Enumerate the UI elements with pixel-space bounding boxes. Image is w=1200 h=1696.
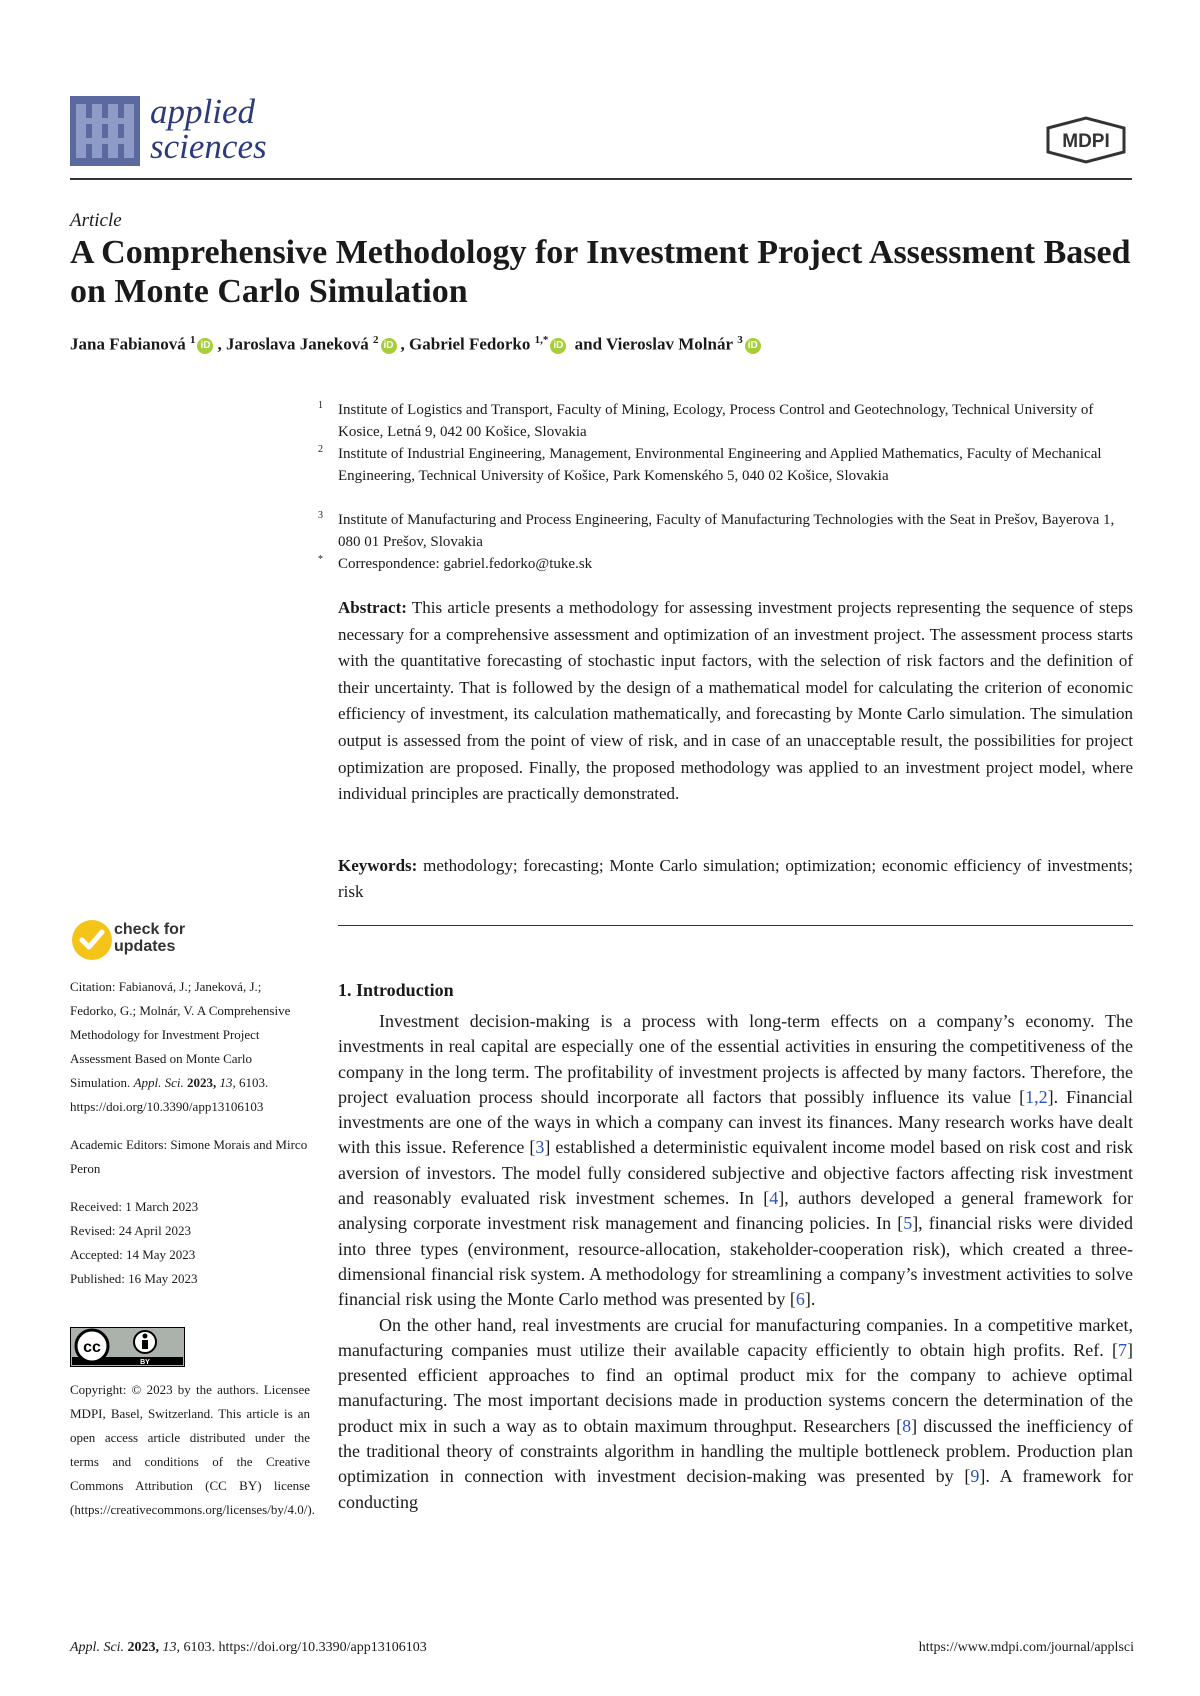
author-list — [70, 334, 765, 355]
footer-doi[interactable]: 6103. https://doi.org/10.3390/app13106103 — [183, 1640, 427, 1655]
footer-journal-url[interactable]: https://www.mdpi.com/journal/applsci — [918, 1640, 1134, 1655]
orcid-icon[interactable]: iD — [197, 338, 213, 354]
affiliation-text: Institute of Logistics and Transport, Faculty of Mining, Ecology, Process Control and Geotechnology, Technical University of Kosice, Letná 9, 042 00 Košice, Slovakia — [338, 402, 1094, 440]
section-heading: 1. Introduction — [338, 980, 454, 1000]
reference-link[interactable]: 1,2 — [1025, 1086, 1048, 1107]
paragraph — [338, 1009, 1133, 1313]
correspondence — [318, 553, 1128, 575]
author-name[interactable]: Gabriel Fedorko — [409, 334, 531, 354]
author-separator: , — [217, 334, 226, 354]
article-sidebar — [70, 975, 310, 1291]
author-name[interactable]: Jana Fabianová — [70, 334, 186, 354]
orcid-icon[interactable]: iD — [550, 338, 566, 354]
page-title: A Comprehensive Methodology for Investment Project Assessment Based on Monte Carlo Simulation — [70, 234, 1131, 310]
date-accepted: Accepted: 14 May 2023 — [70, 1247, 196, 1262]
copyright-notice: Copyright: © 2023 by the authors. Licensee MDPI, Basel, Switzerland. This article is an open access article distributed under the terms and conditions of the Creative Commons Attribution (CC BY) license (https://creativecommons.org/licenses/by/4.0/). — [70, 1382, 315, 1517]
paragraph-text: ] established a deterministic equivalent income model based on risk cost and risk aversion of investors. The model fully considered subjective and objective factors affecting risk investment and reasonably evaluated risk investment schemes. In [ — [338, 1137, 1133, 1209]
date-received: Received: 1 March 2023 — [70, 1199, 199, 1214]
article-type: Article — [70, 210, 122, 231]
header-divider — [70, 178, 1132, 180]
affiliation-item — [318, 443, 1128, 487]
author-affiliation-sup: 1 — [189, 334, 196, 346]
paragraph-text: ] discussed the inefficiency of the traditional theory of constraints algorithm in handling the multiple bottleneck problem. Production plan optimization in connection with investment decision-making was presented by [ — [338, 1415, 1133, 1487]
footer-year: 2023, — [127, 1640, 160, 1655]
check-updates-line2: updates — [114, 938, 176, 955]
academic-editors: Academic Editors: Simone Morais and Mirco Peron — [70, 1137, 308, 1176]
orcid-icon[interactable]: iD — [381, 338, 397, 354]
citation-year: 2023, — [187, 1075, 217, 1090]
citation-text: Citation: Fabianová, J.; Janeková, J.; Fedorko, G.; Molnár, V. A Comprehensive Methodology for Investment Project Assessment Based on Monte Carlo Simulation. — [70, 979, 291, 1090]
affiliation-number: * — [318, 554, 323, 565]
cc-by-label: BY — [140, 1359, 150, 1366]
date-revised: Revised: 24 April 2023 — [70, 1223, 191, 1238]
citation-doi[interactable]: 6103. https://doi.org/10.3390/app13106103 — [70, 1075, 269, 1114]
footer-volume: 13, — [162, 1640, 181, 1655]
date-published: Published: 16 May 2023 — [70, 1271, 198, 1286]
cc-label: cc — [83, 1339, 101, 1356]
paragraph-text: ] presented efficient approaches to find an optimal product mix for the company to achieve optimal manufacturing. The most important decisions made in production systems concern the determination of the product mix in such a way as to obtain maximum throughput. Researchers [ — [338, 1339, 1133, 1436]
abstract-label: Abstract: — [338, 598, 407, 617]
affiliation-number: 2 — [318, 444, 323, 455]
abstract-text: This article presents a methodology for assessing investment projects representing the sequence of steps necessary for a comprehensive assessment and optimization of an investment project. The assessment process starts with the quantitative forecasting of stochastic input factors, with the selection of risk factors and the definition of their uncertainty. That is followed by the design of a mathematical model for calculating the criterion of economic efficiency of investment, its calculation mathematically, and forecasting by Monte Carlo simulation. The simulation output is assessed from the point of view of risk, and in case of an unacceptable result, the possibilities for project optimization are proposed. Finally, the proposed methodology was applied to an investment project model, where individual principles are practically demonstrated. — [338, 598, 1133, 804]
affiliation-text: Institute of Industrial Engineering, Management, Environmental Engineering and Applied Mathematics, Faculty of Mechanical Engineering, Technical University of Košice, Park Komenského 5, 040 02 Košice, Slovakia — [338, 446, 1102, 484]
orcid-icon[interactable]: iD — [745, 338, 761, 354]
journal-logo-icon — [70, 96, 140, 166]
paragraph — [338, 1313, 1133, 1515]
abstract-divider — [338, 925, 1133, 926]
reference-link[interactable]: 3 — [535, 1137, 545, 1158]
paragraph-text: ]. — [804, 1289, 816, 1310]
author-name[interactable]: Vieroslav Molnár — [606, 334, 734, 354]
reference-link[interactable]: 4 — [769, 1188, 779, 1209]
affiliation-item — [318, 399, 1128, 443]
reference-link[interactable]: 6 — [795, 1289, 805, 1310]
citation-journal: Appl. Sci. — [133, 1075, 184, 1090]
keywords — [338, 853, 1133, 905]
author-affiliation-sup: 1,* — [534, 334, 549, 346]
author-separator: , — [400, 334, 410, 354]
citation-volume: 13, — [219, 1075, 236, 1090]
check-updates-line1: check for — [114, 921, 186, 938]
paragraph-text: On the other hand, real investments are crucial for manufacturing companies. In a competitive market, manufacturing companies must utilize their available capacity efficiently to obtain high profits. Ref. [ — [338, 1314, 1133, 1360]
paragraph-text: Investment decision-making is a process with long-term effects on a company’s economy. The investments in real capital are especially one of the essential activities in ensuring the competitiveness of the company in the long term. The profitability of investment projects is affected by many factors. Therefore, the project evaluation process should incorporate all factors that possibly influence its value [ — [338, 1011, 1133, 1107]
author-affiliation-sup: 2 — [373, 334, 379, 346]
author-name[interactable]: Jaroslava Janeková — [225, 334, 369, 354]
paragraph-text: ]. Financial investments are one of the ways in which a company can invest its finances. Many research works have dealt with this issue. Reference [ — [338, 1086, 1133, 1158]
footer-citation — [70, 1640, 427, 1656]
publisher-name: MDPI — [1062, 131, 1110, 152]
journal-name-line2: sciences — [150, 127, 267, 166]
reference-link[interactable]: 7 — [1118, 1339, 1127, 1360]
keywords-text: methodology; forecasting; Monte Carlo simulation; optimization; economic efficiency of investments; risk — [338, 856, 1134, 901]
correspondence-text[interactable]: Correspondence: gabriel.fedorko@tuke.sk — [338, 556, 593, 572]
journal-name-line1: applied — [150, 92, 255, 131]
check-updates-icon — [70, 918, 114, 962]
mdpi-logo-icon — [1040, 116, 1132, 169]
footer-journal: Appl. Sci. — [70, 1640, 125, 1655]
affiliation-text: Institute of Manufacturing and Process Engineering, Faculty of Manufacturing Technologies with the Seat in Prešov, Bayerova 1, 080 01 Prešov, Slovakia — [338, 512, 1115, 550]
reference-link[interactable]: 8 — [902, 1415, 912, 1436]
abstract — [338, 595, 1133, 808]
reference-link[interactable]: 9 — [970, 1466, 980, 1487]
introduction-body — [338, 1009, 1133, 1515]
author-separator: and — [570, 334, 606, 354]
reference-link[interactable]: 5 — [903, 1213, 913, 1234]
journal-name — [150, 94, 267, 164]
affiliation-number: 1 — [318, 400, 323, 411]
affiliation-item — [318, 509, 1128, 553]
author-affiliation-sup: 3 — [737, 334, 743, 346]
cc-by-license-icon[interactable] — [70, 1327, 185, 1367]
paragraph-text: ], financial risks were divided into three types (environment, resource-allocation, stakeholder-cooperation risk), which created a three-dimensional financial risk system. A methodology for streamlining a company’s investment activities to solve financial risk using the Monte Carlo method was presented by [ — [338, 1213, 1133, 1310]
paragraph-text: ], authors developed a general framework for analysing corporate investment risk management and financing policies. In [ — [338, 1188, 1134, 1234]
citation — [70, 975, 310, 1119]
keywords-label: Keywords: — [338, 856, 418, 875]
paragraph-text: ]. A framework for conducting — [338, 1466, 1133, 1512]
check-for-updates-badge[interactable] — [70, 918, 325, 962]
affiliation-number: 3 — [318, 510, 323, 521]
